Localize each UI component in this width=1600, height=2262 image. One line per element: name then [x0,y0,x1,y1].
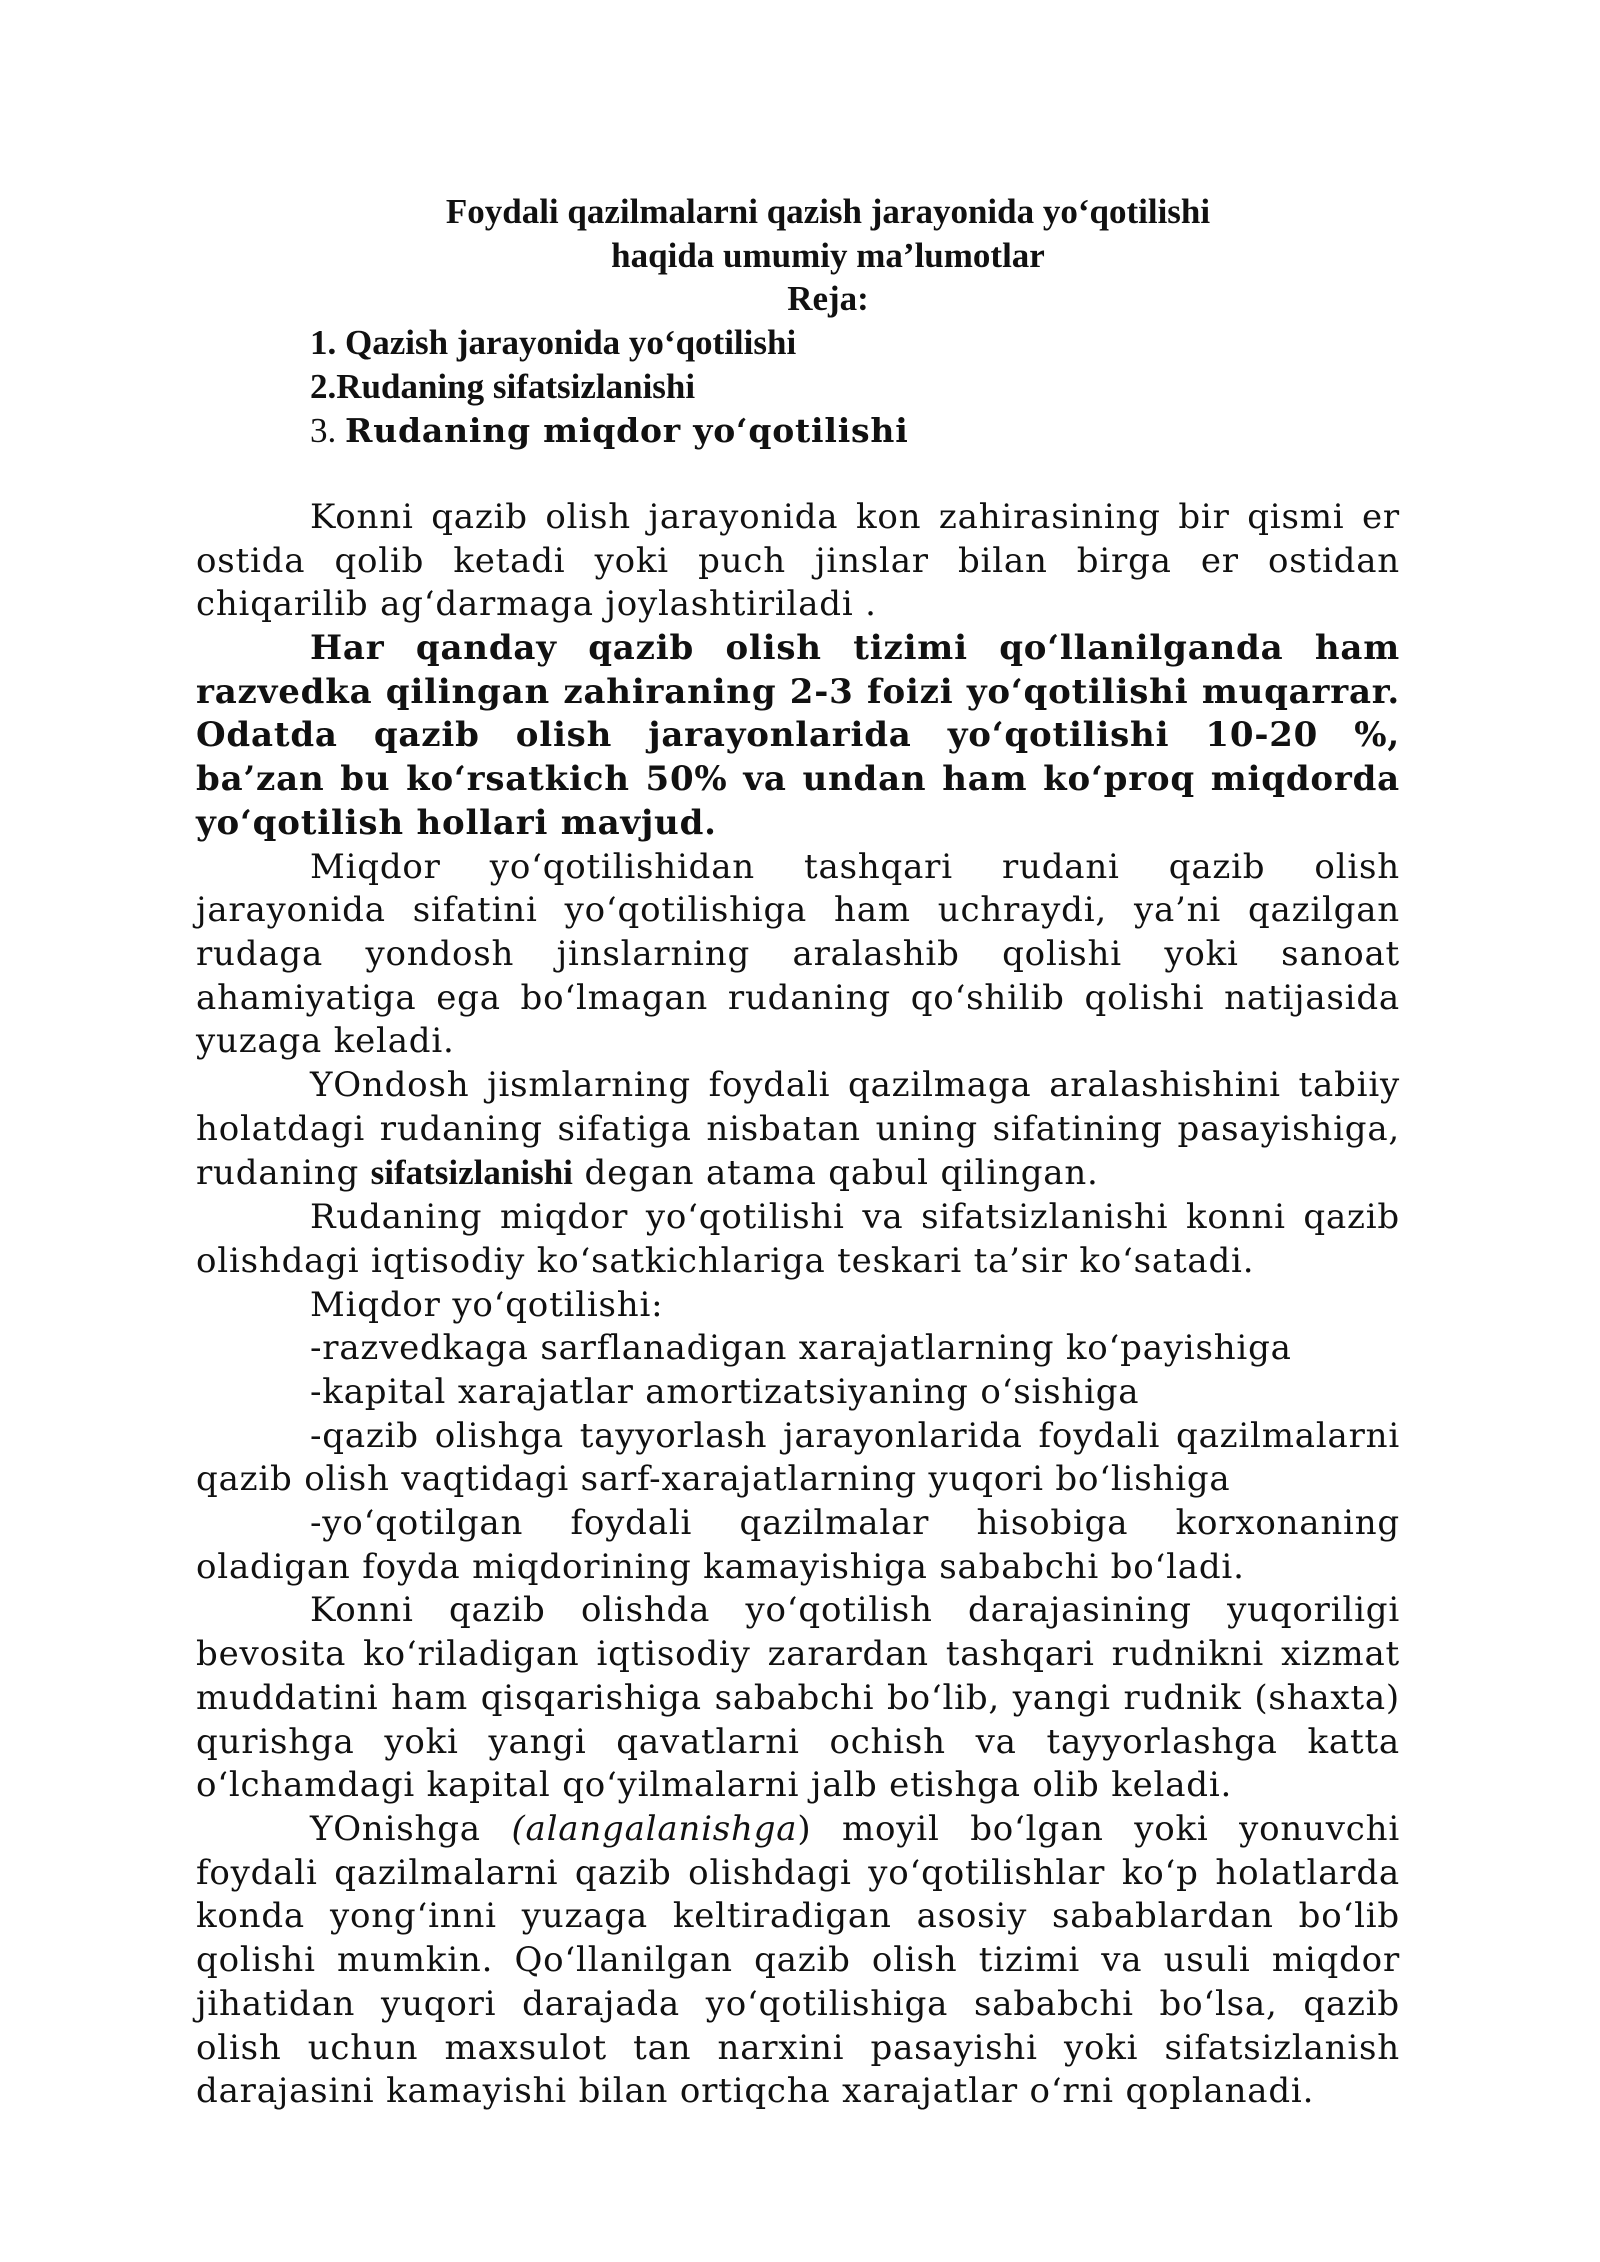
plan-list [196,321,1400,452]
paragraph-fire-hazard [196,1808,1400,2114]
plan-item-3 [310,409,1400,453]
paragraph-quality-loss: Miqdor yo‘qotilishidan tashqari rudani qazib olish jarayonida sifatini yo‘qotilishiga ham uchraydi, ya’ni qazilgan rudaga yondosh jinslarning aralashib qolishi yoki sanoat ahamiyatiga ega bo‘lmagan rudaning qo‘shilib qolishi natijasida yuzaga keladi. [196,846,1400,1062]
plan-item-1: 1. Qazish jarayonida yo‘qotilishi [310,323,797,363]
paragraph-loss-heading: Miqdor yo‘qotilishi: [310,1284,664,1325]
paragraph-dilution-text-1: YOndosh jismlarning foydali qazilmaga aralashishini tabiiy holatdagi rudaning sifatiga nisbatan uning sifatining pasayishiga, rudaning [196,1065,1400,1194]
paragraph-loss-rates: Har qanday qazib olish tizimi qo‘llanilganda ham razvedka qilingan zahiraning 2-3 foizi yo‘qotilishi muqarrar. Odatda qazib olish jarayonlarida yo‘qotilishi 10-20 %, ba’zan bu ko‘rsatkich 50% va undan ham ko‘proq miqdorda yo‘qotilish hollari mavjud. [196,628,1400,843]
paragraph-economic-impact: Rudaning miqdor yo‘qotilishi va sifatsizlanishi konni qazib olishdagi iqtisodiy ko‘satkichlariga teskari ta’sir ko‘satadi. [196,1197,1400,1281]
list-item-profit-decrease: -yo‘qotilgan foydali qazilmalar hisobiga korxonaning oladigan foyda miqdorining kamayishiga sababchi bo‘ladi. [196,1503,1400,1587]
paragraph-intro: Konni qazib olish jarayonida kon zahirasining bir qismi er ostida qolib ketadi yoki puch jinslar bilan birga er ostidan chiqarilib ag‘darmaga joylashtiriladi . [196,496,1400,625]
plan-item-2: 2.Rudaning sifatsizlanishi [310,366,696,406]
paragraph-dilution-text-2: degan atama qabul qilingan. [572,1153,1099,1194]
paragraph-mine-lifetime: Konni qazib olishda yo‘qotilish darajasining yuqoriligi bevosita ko‘riladigan iqtisodiy zarardan tashqari rudnikni xizmat muddatini ham qisqarishiga sababchi bo‘lib, yangi rudnik (shaxta) qurishga yoki yangi qavatlarni ochish va tayyorlashga katta o‘lchamdagi kapital qo‘yilmalarni jalb etishga olib keladi. [196,1590,1400,1806]
list-item-preparation-costs: -qazib olishga tayyorlash jarayonlarida foydali qazilmalarni qazib olish vaqtidagi sarf-xarajatlarning yuqori bo‘lishiga [196,1415,1400,1500]
plan-item-3-text: Rudaning miqdor yo‘qotilishi [345,410,909,450]
plan-item-3-number: 3. [310,410,345,450]
title-line-2: haqida umumiy ma’lumotlar [611,235,1045,275]
paragraph-fire-italic: (alangalanishga [511,1809,798,1849]
paragraph-fire-text-1: YOnishga [310,1809,512,1849]
title-line-1: Foydali qazilmalarni qazish jarayonida yo‘qotilishi [445,192,1211,231]
blank-line [196,452,1400,496]
paragraph-dilution-definition [196,1064,1400,1196]
dilution-term: sifatsizlanishi [370,1153,573,1193]
document-body [196,190,1400,2114]
document-title [196,190,1400,321]
plan-heading: Reja: [787,279,869,319]
list-item-amortization: -kapital xarajatlar amortizatsiyaning o‘sishiga [310,1371,1140,1412]
list-item-exploration-costs: -razvedkaga sarflanadigan xarajatlarning ko‘payishiga [310,1328,1292,1369]
paragraph-fire-text-2: ) moyil bo‘lgan yoki yonuvchi foydali qazilmalarni qazib olishdagi yo‘qotilishlar ko‘p holatlarda konda yong‘inni yuzaga keltiradigan asosiy sabablardan bo‘lib qolishi mumkin. Qo‘llanilgan qazib olish tizimi va usuli miqdor jihatidan yuqori darajada yo‘qotilishiga sababchi bo‘lsa, qazib olish uchun maxsulot tan narxini pasayishi yoki sifatsizlanish darajasini kamayishi bilan ortiqcha xarajatlar o‘rni qoplanadi. [196,1809,1401,2112]
